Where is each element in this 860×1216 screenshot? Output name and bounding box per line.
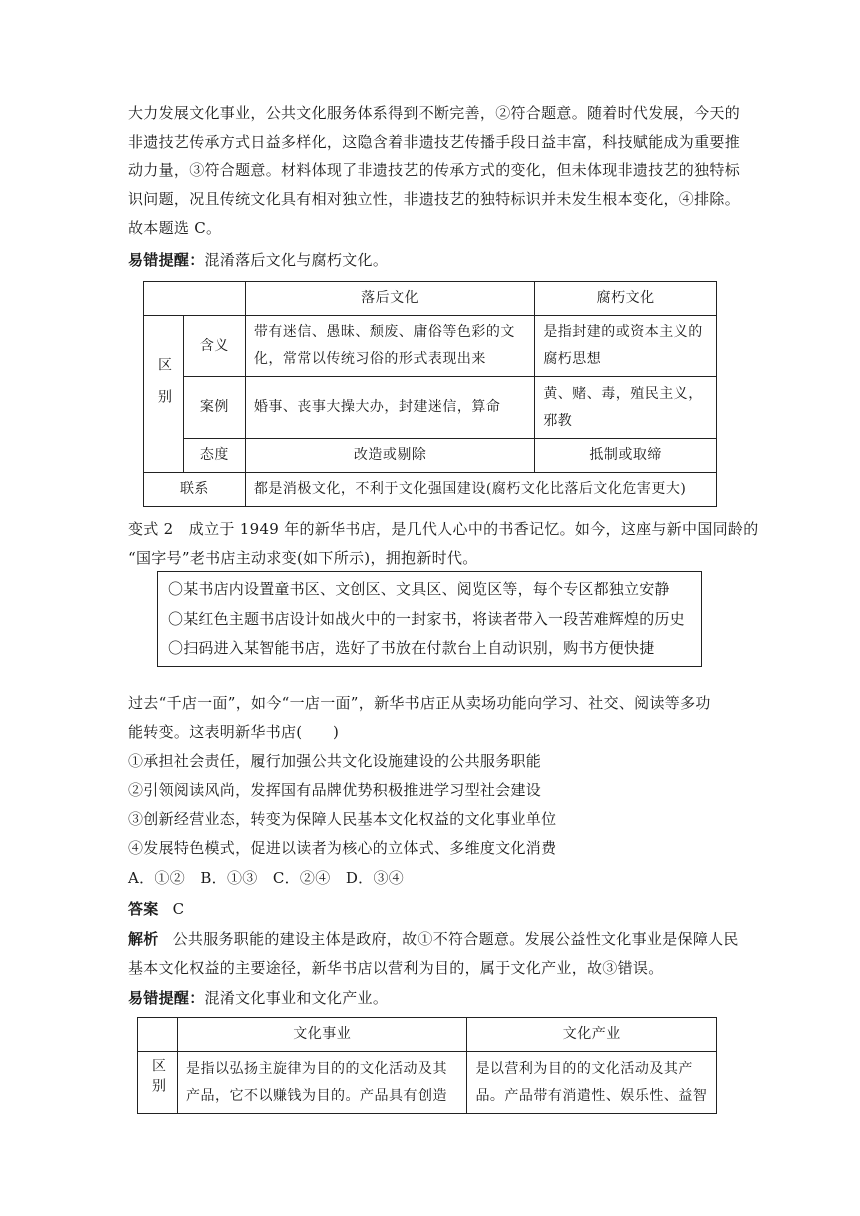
- material-box: [157, 571, 702, 667]
- table-corner-cell: [138, 1018, 178, 1052]
- option-item: ②引领阅读风尚，发挥国有品牌优势积极推进学习型社会建设: [128, 781, 542, 799]
- text-line: 大力发展文化事业，公共文化服务体系得到不断完善，②符合题意。随着时代发展，今天的: [128, 104, 741, 122]
- analysis-label: 解析: [128, 930, 159, 948]
- answer-value: C: [172, 900, 185, 918]
- table-row-label: 含义: [183, 316, 245, 377]
- table-header-cell: 文化事业: [177, 1018, 466, 1052]
- text-line: 动力量，③符合题意。材料体现了非遗技艺的传承方式的变化，但未体现非遗技艺的独特标: [128, 161, 741, 179]
- table-header-cell: 落后文化: [245, 282, 534, 316]
- list-item: 〇某红色主题书店设计如战火中的一封家书，将读者带入一段苦难辉煌的历史: [168, 609, 685, 628]
- comparison-table-1: [143, 281, 717, 507]
- error-tip-text: 混淆文化事业和文化产业。: [204, 989, 389, 1007]
- text-line: 识问题，况且传统文化具有相对独立性，非遗技艺的独特标识并未发生根本变化，④排除。: [128, 190, 741, 208]
- analysis-text: 公共服务职能的建设主体是政府，故①不符合题意。发展公益性文化事业是保障人民: [172, 930, 739, 948]
- question-line: 过去“千店一面”，如今“一店一面”，新华书店正从卖场功能向学习、社交、阅读等多功: [128, 694, 711, 712]
- analysis-line: 基本文化权益的主要途径，新华书店以营利为目的，属于文化产业，故③错误。: [128, 959, 664, 977]
- analysis-line: [128, 926, 739, 952]
- answer-label: 答案: [128, 900, 159, 918]
- table-cell: 婚事、丧事大操大办，封建迷信，算命: [245, 377, 534, 439]
- table-row-label: 态度: [183, 439, 245, 473]
- option-item: ④发展特色模式，促进以读者为核心的立体式、多维度文化消费: [128, 839, 557, 857]
- list-item: 〇某书店内设置童书区、文创区、文具区、阅览区等，每个专区都独立安静: [168, 580, 670, 598]
- table-row-label: 联系: [144, 473, 246, 507]
- error-tip-label: 易错提醒：: [128, 989, 205, 1007]
- option-item: ①承担社会责任，履行加强公共文化设施建设的公共服务职能: [128, 752, 542, 770]
- table-corner-cell: [144, 282, 246, 316]
- error-tip: [128, 247, 388, 273]
- variant-line: “国字号”老书店主动求变(如下所示)，拥抱新时代。: [128, 549, 478, 567]
- answer-line: [128, 896, 184, 922]
- option-item: ③创新经营业态，转变为保障人民基本文化权益的文化事业单位: [128, 810, 557, 828]
- list-item: 〇扫码进入某智能书店，选好了书放在付款台上自动识别，购书方便快捷: [168, 639, 655, 657]
- table-cell: 改造或剔除: [245, 439, 534, 473]
- table-group-label: 区别: [138, 1052, 178, 1114]
- table-header-cell: 文化产业: [467, 1018, 717, 1052]
- table-cell: 是指以弘扬主旋律为目的的文化活动及其产品，它不以赚钱为目的。产品具有创造: [177, 1052, 466, 1114]
- variant-line: 变式 2 成立于 1949 年的新华书店，是几代人心中的书香记忆。如今，这座与新中国同龄的: [128, 520, 759, 538]
- table-row-label: 案例: [183, 377, 245, 439]
- text-line: 故本题选 C。: [128, 219, 222, 237]
- table-cell: 都是消极文化，不利于文化强国建设(腐朽文化比落后文化危害更大): [245, 473, 716, 507]
- error-tip: [128, 985, 388, 1011]
- table-cell: 是指封建的或资本主义的腐朽思想: [535, 316, 717, 377]
- table-group-label: 区别: [144, 316, 184, 473]
- table-cell: 是以营利为目的的文化活动及其产品。产品带有消遣性、娱乐性、益智: [467, 1052, 717, 1114]
- error-tip-text: 混淆落后文化与腐朽文化。: [204, 251, 389, 269]
- text-line: 非遗技艺传承方式日益多样化，这隐含着非遗技艺传播手段日益丰富，科技赋能成为重要推: [128, 133, 741, 151]
- question-line: 能转变。这表明新华书店( ): [128, 723, 340, 741]
- choices-line: A．①② B．①③ C．②④ D．③④: [128, 869, 405, 887]
- table-header-cell: 腐朽文化: [535, 282, 717, 316]
- comparison-table-2: [137, 1017, 717, 1114]
- table-cell: 抵制或取缔: [535, 439, 717, 473]
- table-cell: 黄、赌、毒，殖民主义，邪教: [535, 377, 717, 439]
- error-tip-label: 易错提醒：: [128, 251, 205, 269]
- table-cell: 带有迷信、愚昧、颓废、庸俗等色彩的文化，常常以传统习俗的形式表现出来: [245, 316, 534, 377]
